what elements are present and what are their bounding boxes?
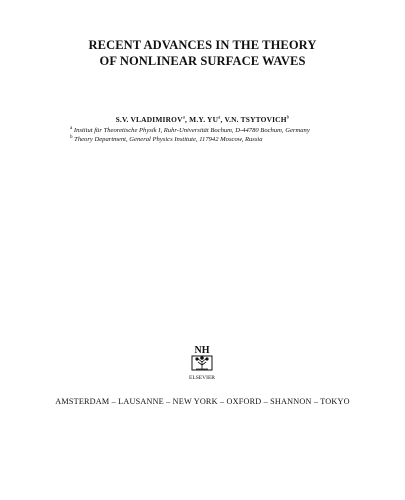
publisher-cities: AMSTERDAM – LAUSANNE – NEW YORK – OXFORD – SHANNON – TOKYO [55, 397, 350, 406]
logo-monogram: NH [194, 345, 210, 356]
logo-publisher-name: ELSEVIER [189, 375, 215, 381]
book-title-line-1: RECENT ADVANCES IN THE THEORY [88, 38, 317, 52]
elsevier-north-holland-logo [185, 343, 219, 383]
author-3: V.N. TSYTOVICH$^b$ [224, 115, 290, 124]
book-title-line-2: OF NONLINEAR SURFACE WAVES [99, 54, 306, 68]
affiliation-a: $^a$ Institut für Theoretische Physik I, Ruhr-Universität Bochum, D-44780 Bochum, Germany [70, 126, 310, 135]
affiliation-b: $^b$ Theory Department, General Physics Institute, 117942 Moscow, Russia [70, 135, 263, 144]
authors [0, 115, 405, 124]
publisher-emblem-icon [185, 343, 219, 383]
author-2: M.Y. $YU^a$, [189, 115, 225, 124]
author-1: S.V. VLADIMIROV$^a$, [115, 115, 190, 124]
